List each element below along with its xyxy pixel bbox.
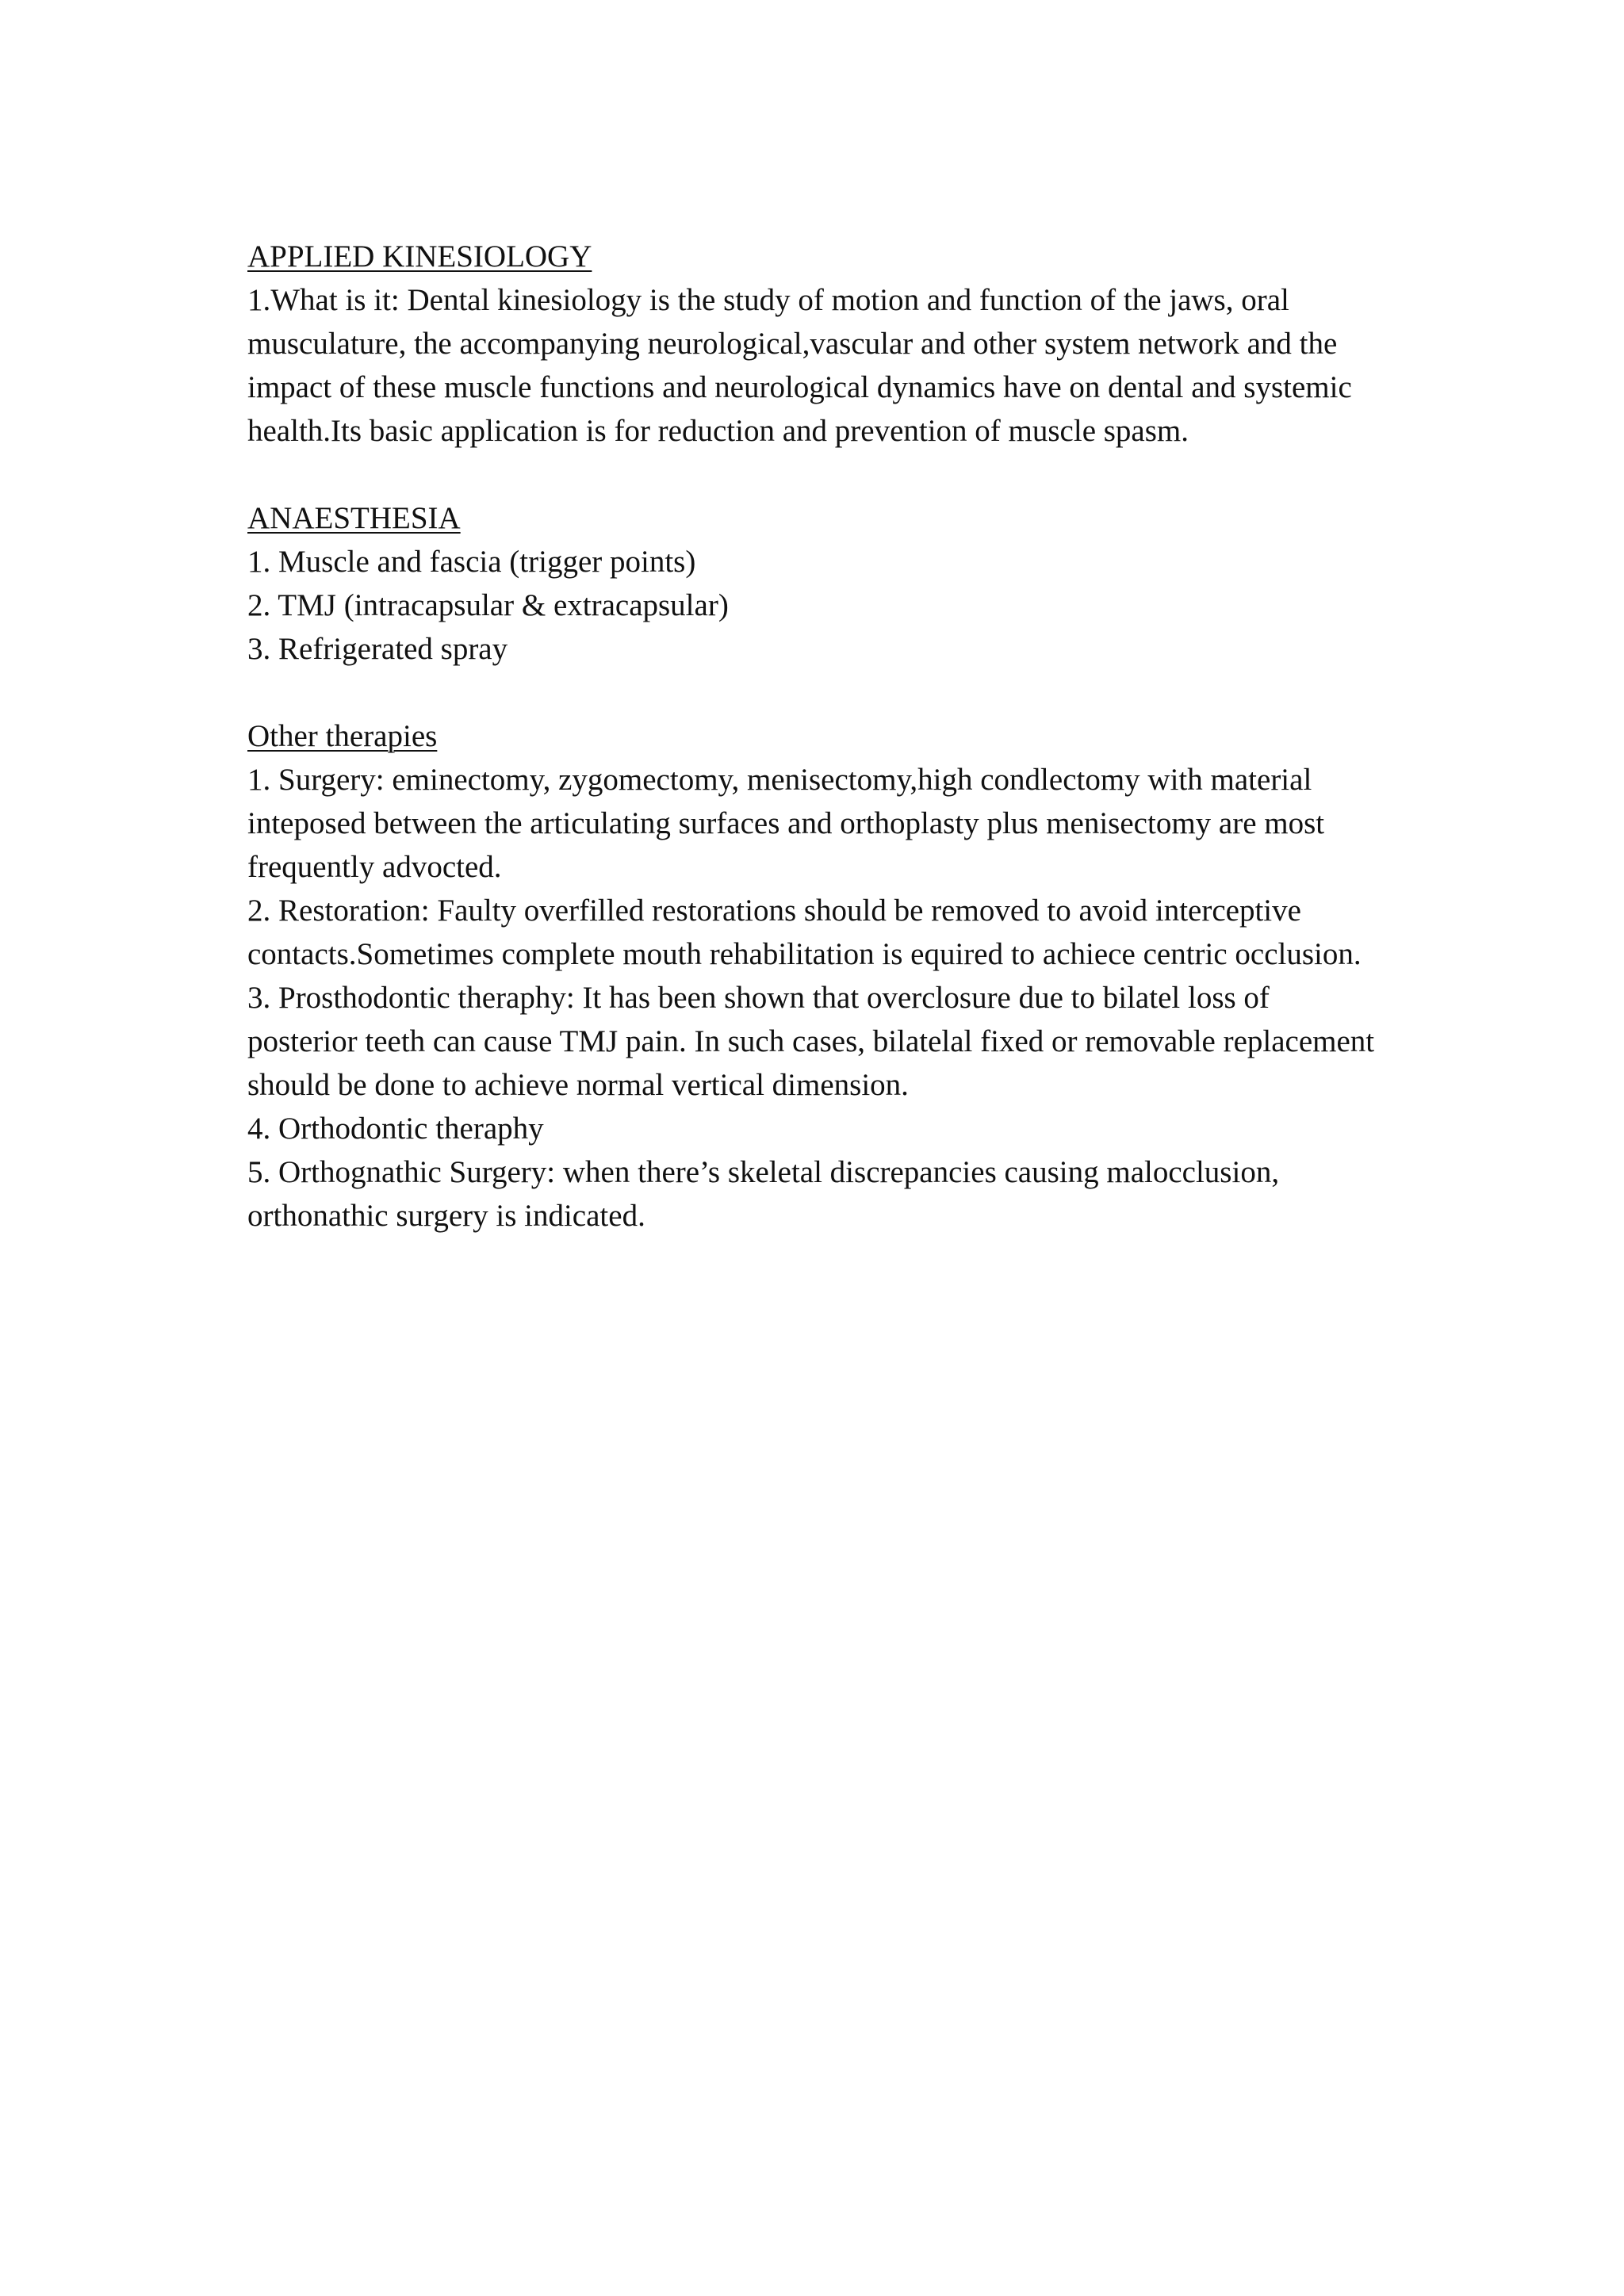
list-item: 2. TMJ (intracapsular & extracapsular)	[247, 588, 729, 622]
list-item: 4. Orthodontic theraphy	[247, 1112, 544, 1146]
section-heading: APPLIED KINESIOLOGY	[247, 239, 592, 274]
list-item: 5. Orthognathic Surgery: when there’s skeletal discrepancies causing malocclusion, orthonathic surgery is indicated.	[247, 1155, 1280, 1233]
section-anaesthesia	[247, 496, 1381, 671]
list-item: 3. Refrigerated spray	[247, 632, 508, 666]
section-heading: ANAESTHESIA	[247, 501, 461, 535]
paragraph: 1.What is it: Dental kinesiology is the study of motion and function of the jaws, oral musculature, the accompanying neurological,vascular and other system network and the impact of these muscle functions and neurological dynamics have on dental and systemic health.Its basic application is for reduction and prevention of muscle spasm.	[247, 283, 1352, 448]
list-item: 2. Restoration: Faulty overfilled restorations should be removed to avoid interceptive contacts.Sometimes complete mouth rehabilitation is equired to achiece centric occlusion.	[247, 894, 1362, 971]
section-other-therapies	[247, 714, 1381, 1238]
list-item: 3. Prosthodontic theraphy: It has been shown that overclosure due to bilatel loss of posterior teeth can cause TMJ pain. In such cases, bilatelal fixed or removable replacement should be done to achieve normal vertical dimension.	[247, 981, 1375, 1102]
list-item: 1. Muscle and fascia (trigger points)	[247, 545, 696, 579]
document-page	[247, 235, 1381, 1281]
list-item: 1. Surgery: eminectomy, zygomectomy, menisectomy,high condlectomy with material inteposed between the articulating surfaces and orthoplasty plus menisectomy are most frequently advocted.	[247, 763, 1325, 884]
section-applied-kinesiology	[247, 235, 1381, 453]
section-heading: Other therapies	[247, 719, 438, 753]
